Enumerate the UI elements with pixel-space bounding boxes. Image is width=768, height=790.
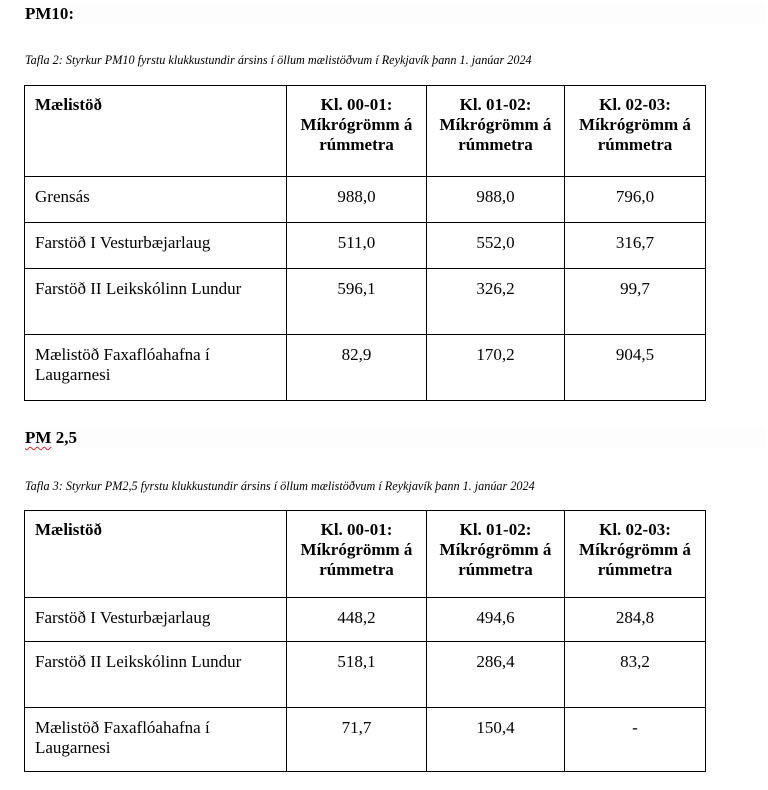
value-cell: 316,7: [565, 223, 706, 269]
value-cell: 494,6: [427, 598, 565, 642]
value-cell: 796,0: [565, 177, 706, 223]
table-row: [25, 335, 706, 401]
table-header-row: [25, 86, 706, 177]
table-row: [25, 642, 706, 708]
station-name: Grensás: [25, 177, 287, 223]
table-row: [25, 177, 706, 223]
header-hour-01-02: Kl. 01-02: Míkrógrömm á rúmmetra: [427, 511, 565, 598]
value-cell: 82,9: [287, 335, 427, 401]
station-name: Farstöð I Vesturbæjarlaug: [25, 598, 287, 642]
value-cell: 170,2: [427, 335, 565, 401]
header-station: Mælistöð: [25, 86, 287, 177]
table-row: [25, 598, 706, 642]
station-name: Farstöð II Leikskólinn Lundur: [25, 642, 287, 708]
value-cell: 83,2: [565, 642, 706, 708]
value-cell: 286,4: [427, 642, 565, 708]
value-cell: 596,1: [287, 269, 427, 335]
value-cell: 518,1: [287, 642, 427, 708]
header-hour-02-03: Kl. 02-03: Míkrógrömm á rúmmetra: [565, 511, 706, 598]
station-name: Farstöð I Vesturbæjarlaug: [25, 223, 287, 269]
value-cell: 988,0: [287, 177, 427, 223]
value-cell: 511,0: [287, 223, 427, 269]
value-cell: 99,7: [565, 269, 706, 335]
station-name: Mælistöð Faxaflóahafna í Laugarnesi: [25, 335, 287, 401]
header-hour-00-01: Kl. 00-01: Míkrógrömm á rúmmetra: [287, 511, 427, 598]
table-2-caption: Tafla 2: Styrkur PM10 fyrstu klukkustundir ársins í öllum mælistöðvum í Reykjavík þann 1. janúar 2024: [25, 53, 532, 67]
spellcheck-flagged-word: PM: [25, 428, 52, 447]
table-row: [25, 223, 706, 269]
station-name: Farstöð II Leikskólinn Lundur: [25, 269, 287, 335]
value-cell: 284,8: [565, 598, 706, 642]
value-cell: 326,2: [427, 269, 565, 335]
value-cell: 150,4: [427, 708, 565, 772]
pm25-table: [24, 510, 706, 772]
table-row: [25, 269, 706, 335]
value-cell: -: [565, 708, 706, 772]
table-3-caption: Tafla 3: Styrkur PM2,5 fyrstu klukkustundir ársins í öllum mælistöðvum í Reykjavík þann 1. janúar 2024: [25, 479, 535, 493]
header-station: Mælistöð: [25, 511, 287, 598]
pm25-heading: [25, 428, 766, 448]
value-cell: 988,0: [427, 177, 565, 223]
table-row: [25, 708, 706, 772]
header-hour-02-03: Kl. 02-03: Míkrógrömm á rúmmetra: [565, 86, 706, 177]
pm10-table: [24, 85, 706, 401]
value-cell: 552,0: [427, 223, 565, 269]
header-hour-01-02: Kl. 01-02: Míkrógrömm á rúmmetra: [427, 86, 565, 177]
pm25-heading-rest: 2,5: [51, 428, 77, 447]
pm10-heading: PM10:: [25, 4, 766, 24]
value-cell: 448,2: [287, 598, 427, 642]
value-cell: 71,7: [287, 708, 427, 772]
table-header-row: [25, 511, 706, 598]
value-cell: 904,5: [565, 335, 706, 401]
station-name: Mælistöð Faxaflóahafna í Laugarnesi: [25, 708, 287, 772]
header-hour-00-01: Kl. 00-01: Míkrógrömm á rúmmetra: [287, 86, 427, 177]
